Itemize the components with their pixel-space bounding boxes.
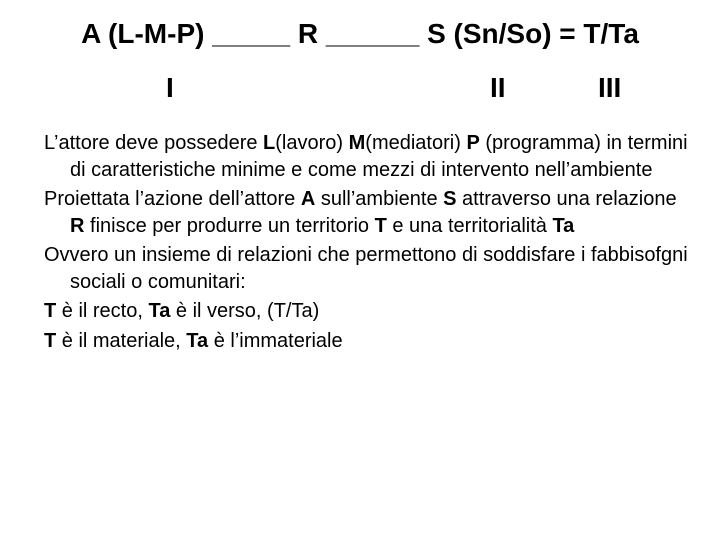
body-text: [44, 130, 694, 357]
text-run: finisce per produrre un territorio: [84, 214, 375, 237]
text-run: è il verso, (T/Ta): [170, 300, 320, 322]
roman-numeral-2: II: [490, 72, 506, 103]
text-run: (lavoro): [275, 132, 349, 154]
bold-term: Ta: [186, 329, 209, 352]
bold-term: T: [44, 329, 57, 352]
bold-term: Ta: [148, 300, 171, 322]
text-run: è l’immateriale: [208, 329, 343, 352]
text-run: attraverso una relazione: [456, 188, 677, 210]
roman-numeral-3: III: [598, 72, 622, 103]
text-run: è il materiale,: [56, 329, 187, 352]
text-run: L’attore deve possedere: [44, 132, 264, 154]
bold-term: L: [263, 132, 276, 154]
paragraph-materiale: [44, 328, 694, 355]
text-run: e una territorialità: [386, 214, 553, 237]
bold-term: M: [348, 132, 366, 154]
paragraph-azione: [44, 186, 694, 239]
paragraph-recto-verso: [44, 298, 694, 325]
text-run: (mediatori): [365, 132, 467, 154]
bold-term: T: [44, 300, 57, 322]
paragraph-attore: [44, 130, 694, 183]
text-run: sull’ambiente: [315, 188, 444, 210]
bold-term: T: [374, 214, 387, 237]
bold-term: A: [300, 188, 316, 210]
bold-term: P: [466, 132, 480, 154]
bold-term: Ta: [552, 214, 575, 237]
bold-term: R: [70, 214, 85, 237]
text-run: è il recto,: [56, 300, 149, 322]
bold-term: S: [443, 188, 457, 210]
text-run: (programma) in termini di caratteristiche minime e come mezzi di intervento nell’ambiente: [70, 132, 688, 181]
text-run: Ovvero un insieme di relazioni che permettono di soddisfare i fabbisofgni sociali o comunitari:: [44, 244, 688, 293]
roman-numeral-1: I: [166, 72, 174, 103]
text-run: Proiettata l’azione dell’attore: [44, 188, 301, 210]
formula-heading: A (L-M-P) _____ R ______ S (Sn/So) = T/Ta: [81, 18, 639, 49]
paragraph-relazioni: [44, 242, 694, 295]
